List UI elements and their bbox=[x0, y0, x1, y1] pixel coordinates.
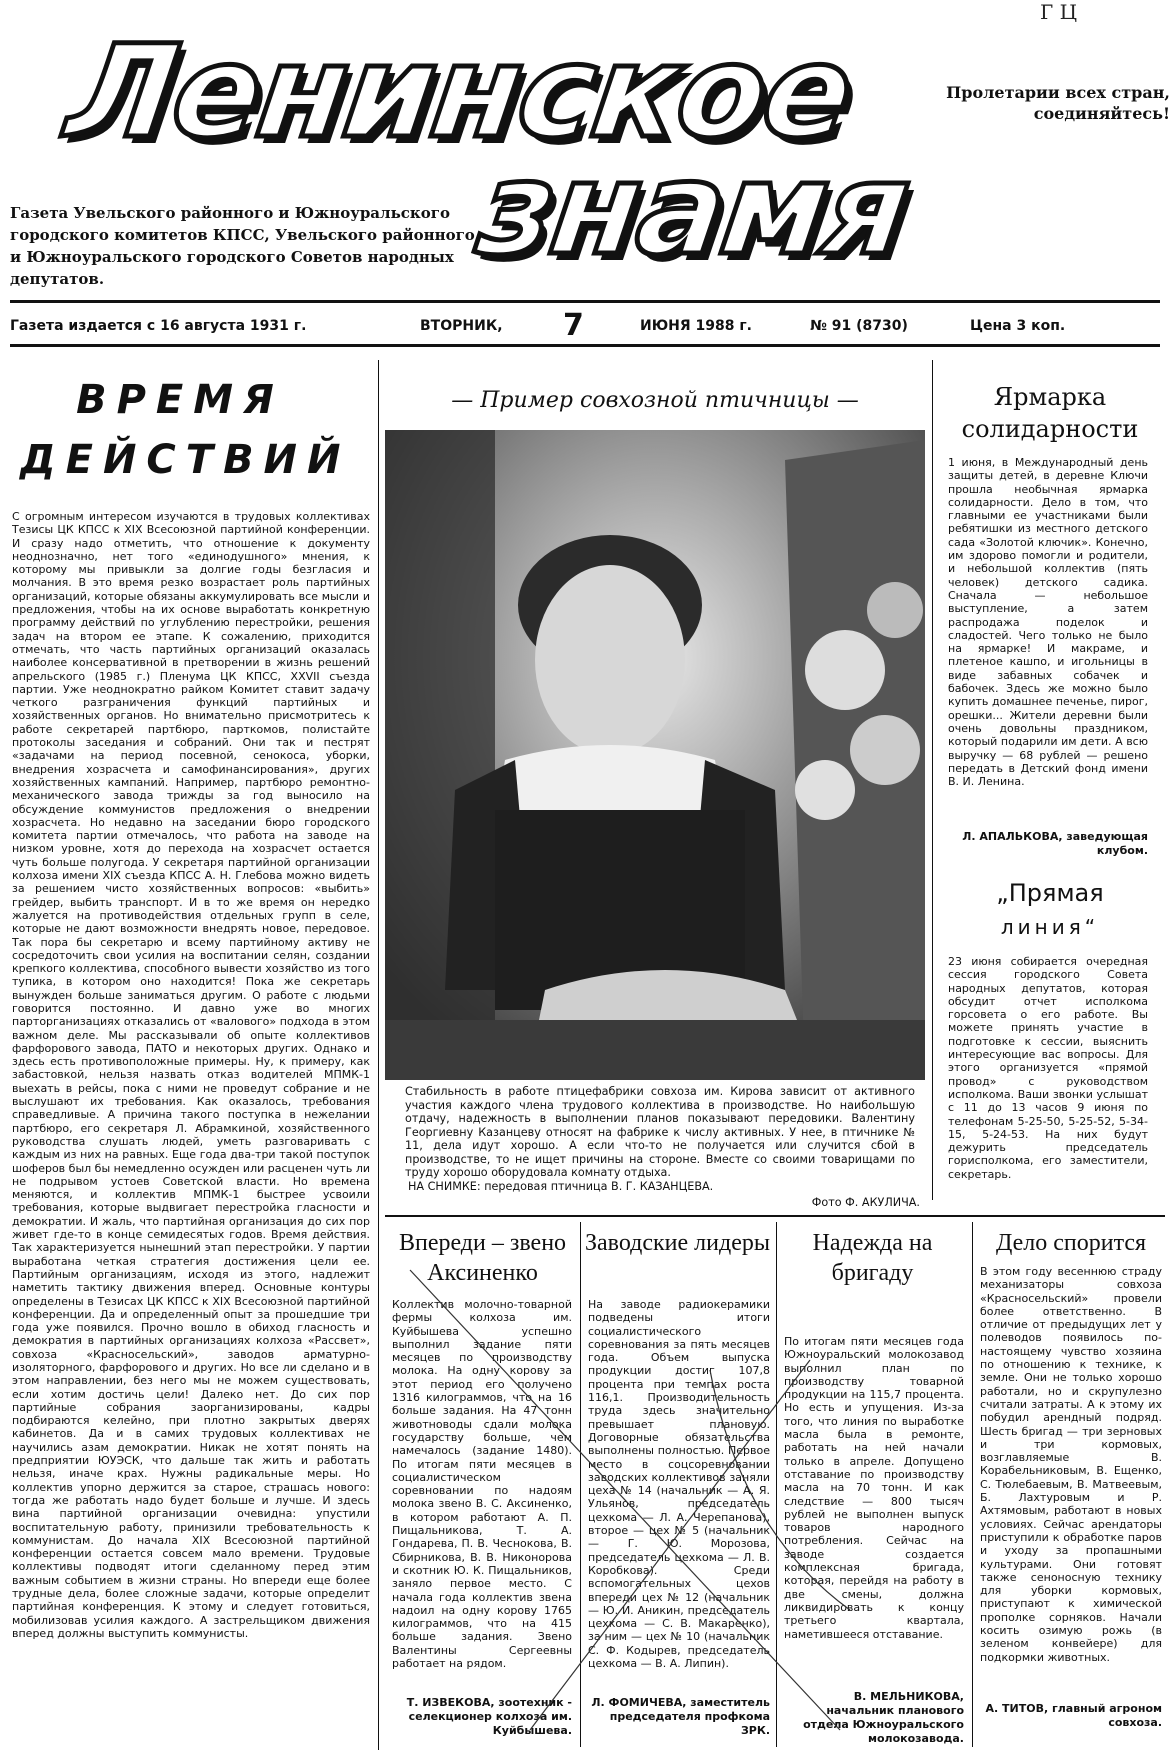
bottom-text-1: Коллектив молочно-товарной фермы колхоза им. Куйбышева успешно выполнил задание пяти месяцев по производству молока. На одну корову за этот период его получено 1316 килограммов, что на 16 больше задания. На 47 тонн животноводы сдали молока государству больше, чем намечалось (задание 1480). По итогам пяти месяцев в социалистическом соревновании по надоям молока звено В. С. Аксиненко, в котором работают А. П. Пищальникова, Т. А. Гондарева, П. В. Чеснокова, В. Сбирникова, В. В. Никонорова и скотник Ю. К. Пищальников, заняло первое место. С начала года коллектив звена надоил на одну корову 1765 килограммов, что на 415 больше задания. Звено Валентины Сергеевны работает на рядом. bbox=[392, 1298, 572, 1671]
masthead-description: Газета Увельского районного и Южноуральского городского комитетов КПСС, Увельского районного и Южноуральского городского Советов народных депутатов. bbox=[10, 204, 475, 288]
price: Цена 3 коп. bbox=[970, 318, 1066, 334]
photo-image bbox=[385, 430, 925, 1080]
bottom-title-1: Впереди – звено Аксиненко bbox=[398, 1230, 567, 1286]
fair-title-line1: Ярмарка bbox=[993, 383, 1107, 411]
bottom-title-2: Заводские лидеры bbox=[585, 1230, 770, 1256]
left-article-title-line1: ВРЕМЯ bbox=[76, 377, 284, 423]
fair-signature: Л. АПАЛЬКОВА, заведующая клубом. bbox=[962, 830, 1148, 857]
bottom-text-2: На заводе радиокерамики подведены итоги социалистического соревнования за пять месяцев года. Объем выпуска продукции достиг 107,8 процента при темпах роста 116,1. Производительность труда здесь значительно превышает плановую. Договорные обязательства выполнены полностью. Первое место в соцсоревновании заводских коллективов заняли цеха № 14 (начальник — А. Я. Ульянов, председатель цехкома — Л. А. Черепанова), второе — цех № 5 (начальник — Г. Ю. Морозова, председатель цехкома — Л. В. Коробкова). Среди вспомогательных цехов впереди цех № 12 (начальник — Ю. И. Аникин, председатель цехкома — С. В. Макаренко), за ним — цех № 10 (начальник С. Ф. Кодырев, председатель цехкома — В. А. Липин). bbox=[588, 1298, 770, 1671]
published-since: Газета издается с 16 августа 1931 г. bbox=[10, 318, 307, 334]
weekday: ВТОРНИК, bbox=[420, 318, 503, 334]
fair-title-line2: солидарности bbox=[961, 415, 1139, 443]
bottom-signature-3: В. МЕЛЬНИКОВА, начальник планового отдела Южноуральского молокозавода. bbox=[803, 1690, 964, 1745]
issue-info-bar bbox=[10, 308, 1160, 342]
masthead-rule-top bbox=[10, 300, 1160, 303]
line-title-line2: линия“ bbox=[1000, 915, 1100, 939]
bottom-text-3: По итогам пяти месяцев года Южноуральский молокозавод выполнил план по производству товарной продукции на 115,7 процента. Но есть и упущения. Из-за того, что линия по выработке масла была в ремонте, работать на ней начали только в апреле. Допущено отставание по производству масла на 70 тонн. И как следствие — 800 тысяч рублей не выполнен выпуск товаров народного потребления. Сейчас на заводе создается комплексная бригада, которая, перейдя на работу в две смены, должна ликвидировать к концу третьего квартала, наметившееся отставание. bbox=[784, 1335, 964, 1641]
photo-label: НА СНИМКЕ: передовая птичница В. Г. КАЗАНЦЕВА. bbox=[408, 1180, 714, 1193]
newspaper-title-line1: Ленинское bbox=[59, 18, 860, 167]
masthead-rule-bottom bbox=[10, 344, 1160, 347]
fair-text: 1 июня, в Международный день защиты детей, в деревне Ключи прошла необычная ярмарка солидарности. Дело в том, что главными ее участниками были ребятишки из местного детского сада «Золотой ключик». Конечно, им здорово помогли и родители, и небольшой коллектив (пять человек) детского садика. Сначала — небольшое выступление, а затем распродажа поделок и сладостей. Чего только не было на ярмарке! И макраме, и плетеное кашпо, и игольницы в виде забавных собачек и бабочек. Здесь же можно было купить домашнее печенье, пирог, орешки... Жители деревни были очень довольны праздником, который подарили им дети. А всю выручку — 68 рублей — решено передать в Детский фонд имени В. И. Ленина. bbox=[948, 456, 1148, 789]
bottom-title-3: Надежда на бригаду bbox=[812, 1230, 933, 1286]
bottom-signature-4: А. ТИТОВ, главный агроном совхоза. bbox=[985, 1702, 1162, 1729]
masthead-slogan: Пролетарии всех стран, соединяйтесь! bbox=[946, 83, 1170, 123]
center-kicker: — Пример совхозной птичницы — bbox=[451, 388, 859, 413]
day-number: 7 bbox=[563, 308, 584, 343]
handwritten-pen-strokes bbox=[380, 1230, 1170, 1750]
line-text: 23 июня собирается очередная сессия городского Совета народных депутатов, которая обсудит отчет исполкома горсовета о его работе. Вы можете принять участие в подготовке к сессии, выяснить интересующие вас вопросы. Для этого организуется «прямой провод» с руководством исполкома. Ваши звонки услышат с 11 до 13 часов 9 июня по телефонам 5-25-50, 5-25-52, 5-34-15, 5-24-53. На них будут дежурить председатель горисполкома, его заместители, секретарь. bbox=[948, 955, 1148, 1181]
corner-marks: Г Ц bbox=[1040, 0, 1078, 24]
bottom-text-4: В этом году весеннюю страду механизаторы совхоза «Красносельский» провели более ответственно. В отличие от предыдущих лет у полеводов появилось по-настоящему чувство хозяина по отношению к технике, к земле. Они не только хорошо работали, но и скрупулезно считали затраты. А к этому их побудил арендный подряд. Шесть бригад — три зерновых и три кормовых, возглавляемые В. Корабельниковым, В. Ещенко, С. Тюлебаевым, В. Матвеевым, Б. Лахтуровым и Р. Ахтямовым, работают в новых условиях. Сейчас арендаторы приступили к обработке паров и уходу за пропашными культурами. Они готовят также сеноносную технику для уборки кормовых, приступают к химической прополке сорняков. Начали косить озимую рожь (в зеленом конвейере) для подкормки животных. bbox=[980, 1265, 1162, 1664]
issue-number: № 91 (8730) bbox=[810, 318, 908, 334]
center-kicker-text: Пример совхозной птичницы bbox=[480, 388, 830, 413]
bottom-section-rule bbox=[385, 1215, 1165, 1217]
photo-caption: Стабильность в работе птицефабрики совхоза им. Кирова зависит от активного участия каждого члена трудового коллектива в производстве. Но наибольшую отдачу, надежность в выполнении планов показывают передовики. Валентину Георгиевну Казанцеву относят на фабрике к числу активных. У нее, в птичнике № 11, дела идут хорошо. А если что-то не получается или случится сбой в производстве, то не ищет причины на стороне. Вместе со своими товарищами по труду хорошо оборудовала комнату отдыха. bbox=[405, 1085, 915, 1179]
left-article-text: С огромным интересом изучаются в трудовых коллективах Тезисы ЦК КПСС к XIX Всесоюзной партийной конференции. И сразу надо отметить, что отношение к документу неоднозначно, нет того «единодушного» мнения, к которому мы привыкли за долгие годы безгласия и молчания. В это время резко возрастает роль партийных организаций, которые обязаны аккумулировать все мысли и предложения, чтобы на их основе выработать конкретную программу действий по углублению перестройки, решения задач на втором ее этапе. К сожалению, приходится отмечать, что часть партийных организаций оказалась наиболее консервативной в претворении в жизнь решений апрельского (1985 г.) Пленума ЦК КПСС, XXVII съезда партии. Уже неоднократно райком Комитет ставит задачу четкого разграничения функций партийных и хозяйственных органов. Но внимательно присмотритесь к работе секретарей партбюро, парткомов, полистайте протоколы заседания и собраний. Они так и пестрят «задачами на период посевной, сенокоса, уборки, внедрения хозрасчета и самофинансирования», других хозяйственных кампаний. Например, партбюро ремонтно-механического завода трижды за год выносило на обсуждение коммунистов предложения о внедрении хозрасчета. Но недавно на заседании бюро городского комитета партии отмечалось, что работа на заводе на низком уровне, хотя до перехода на хозрасчет остается чуть больше полугода. У секретаря партийной организации колхоза имени XIX съезда КПСС А. Н. Глебова можно видеть за решением чисто хозяйственных вопросов: «выбить» грейдер, выбить транспорт. И в то же время он нередко жалуется на противодействия отдельных групп в селе, которые не дают возможности внедрять новое, передовое. Так пора бы секретарю и всему партийному активу не сосредоточить свои усилия на воспитании селян, создании крепкого коллектива, способного вывести хозяйство из того тупика, в котором оно находится! Пока же секретарь вынужден больше заниматься другим. О работе с людьми говорится постоянно. И давно уже во многих парторганизациях отказались от «валового» подхода в этом важном деле. Мы рассказывали об опыте коллективов фарфорового завода, ПАТО и некоторых других. Однако и здесь есть противоположные примеры. Ну, к примеру, как забастовкой, нельзя назвать отказ водителей МПМК-1 выехать в рейсы, пока с ними не проведут собрание и не выслушают их требования. Как оказалось, требования справедливые. А причина такого поступка в нежелании партбюро, его секретаря Л. Абрамкиной, хозяйственного руководства слушать людей, уметь разговаривать с каждым из них на равных. Еще года два-три такой поступок шоферов был бы немедленно осужден или расценен чуть ли не подрывом устоев Советской власти. Но времена меняются, и коллектив МПМК-1 быстрее усвоили требования, которые выдвигает перестройка гласности и демократии. И жаль, что партийная организация до сих пор живет где-то в конце семидесятых годов. Время действия. Так характеризуется нынешний этап перестройки. У партии выработана четкая стратегия достижения цели ее. Партийным организациям, исходя из этого, надлежит наметить тактику движения вперед. Основные контуры определены в Тезисах ЦК КПСС к XIX Всесоюзной партийной конференции. Да и определенный опыт за прошедшие три года уже появился. Прочно вошло в обиход гласность и демократия в партийных организациях колхоза «Рассвет», совхоза «Красносельский», заводов арматурно-изоляторного, фарфорового и других. Но все ли сделано и в этом направлении, без него мы не можем существовать, если хотим достичь цели! Далеко нет. До сих пор партийные собрания заорганизированы, кадры подбираются келейно, при плотно закрытых дверях кабинетов. Да и в самих трудовых коллективах не научились азам демократии. Никак не хотят понять на предприятии ЮУЭСК, что дальше так жить и работать нельзя, иначе крах. Нужны радикальные меры. Но коллектив упорно держится за старое, страшась нового: тогда же работать надо будет больше и лучше. И здесь вина партийной организации очевидна: упустили воспитательную работу, принизили требовательность к коммунистам. До начала XIX Всесоюзной партийной конференции остается совсем мало времени. Трудовые коллективы подводят итоги сделанному перед этим важным событием в жизни страны. Но впереди еще более трудные дела, более сложные задачи, которые определит партийная конференция. К этому и следует готовиться, мобилизовав усилия каждого. А застрельщиком движения вперед должны выступить коммунисты. bbox=[12, 510, 370, 1640]
left-article-title-line2: ДЕЙСТВИЙ bbox=[20, 437, 351, 483]
bottom-title-4: Дело спорится bbox=[995, 1230, 1147, 1256]
photo-poultry-worker bbox=[385, 430, 925, 1080]
bottom-signature-1: Т. ИЗВЕКОВА, зоотехник - селекционер колхоза им. Куйбышева. bbox=[406, 1696, 572, 1737]
line-title-line1: „Прямая bbox=[996, 879, 1104, 907]
bottom-signature-2: Л. ФОМИЧЕВА, заместитель председателя профкома ЗРК. bbox=[591, 1696, 770, 1737]
photo-credit: Фото Ф. АКУЛИЧА. bbox=[811, 1196, 920, 1209]
newspaper-title-line2: знамя bbox=[469, 135, 917, 284]
month-year: ИЮНЯ 1988 г. bbox=[640, 318, 752, 334]
column-divider bbox=[378, 360, 379, 1750]
column-divider bbox=[932, 360, 933, 1200]
